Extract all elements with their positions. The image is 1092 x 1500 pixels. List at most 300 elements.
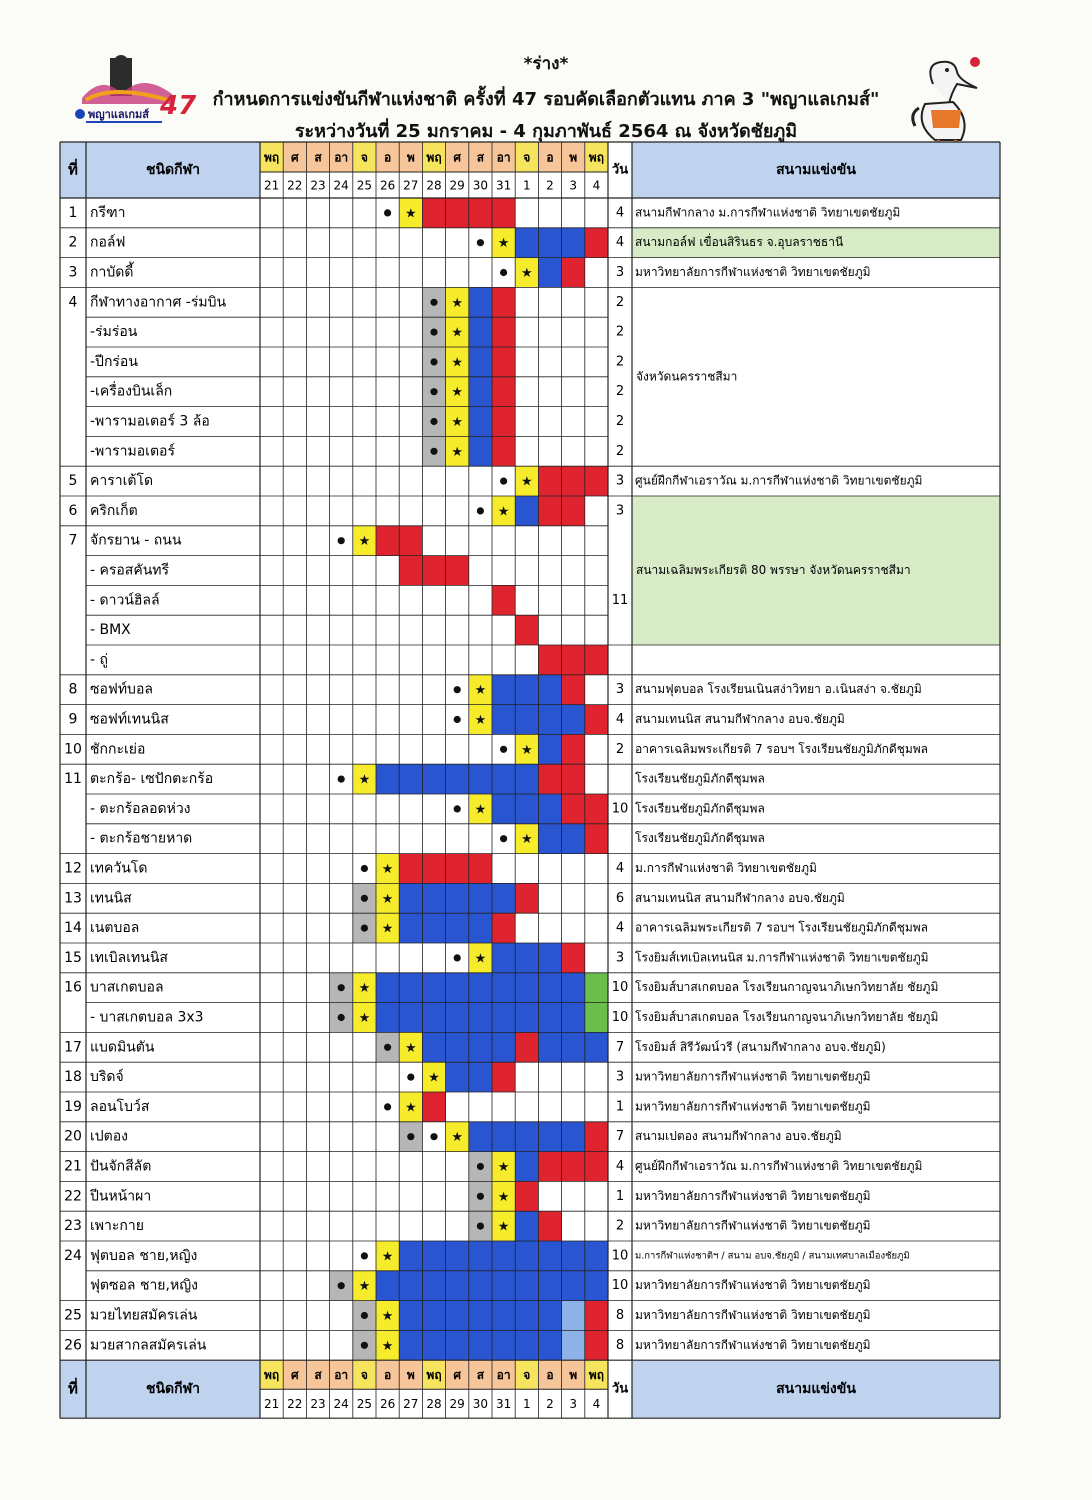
sport-name: มวยสากลสมัครเล่น	[90, 1337, 207, 1354]
schedule-cell-final	[399, 854, 422, 884]
row-number: 18	[64, 1069, 82, 1086]
footer-weekday: ส	[476, 1368, 485, 1383]
schedule-cell-competition	[376, 764, 399, 794]
venue-text: โรงยิมส์บาสเกตบอล โรงเรียนกาญจนาภิเษกวิทยาลัย ชัยภูมิ	[635, 1010, 939, 1024]
schedule-dot-icon	[454, 716, 461, 723]
day-count: 1	[615, 1188, 625, 1204]
schedule-dot-icon	[361, 865, 368, 872]
schedule-cell-competition	[376, 973, 399, 1003]
sport-name: -ปีกร่อน	[90, 353, 138, 370]
schedule-cell-final	[562, 466, 585, 496]
schedule-cell-competition	[562, 1003, 585, 1033]
schedule-cell-final	[585, 1122, 608, 1152]
schedule-cell-final	[585, 794, 608, 824]
header-date: 24	[333, 178, 349, 193]
sport-name: เปตอง	[90, 1128, 129, 1145]
footer-weekday: พฤ	[264, 1368, 280, 1383]
schedule-cell-competition	[515, 1211, 538, 1241]
day-count: 4	[615, 712, 625, 727]
schedule-cell-competition	[422, 764, 445, 794]
schedule-cell-competition	[469, 1271, 492, 1301]
schedule-dot-icon	[477, 1193, 484, 1200]
schedule-cell-competition	[538, 1330, 561, 1360]
sport-name: แบดมินตัน	[90, 1039, 155, 1056]
venue-text: มหาวิทยาลัยการกีฬาแห่งชาติ วิทยาเขตชัยภูมิ	[635, 1337, 871, 1352]
schedule-cell-competition	[585, 1032, 608, 1062]
schedule-cell-competition	[515, 973, 538, 1003]
day-count: 1	[615, 1099, 625, 1115]
schedule-cell-competition	[515, 1152, 538, 1182]
schedule-cell-competition	[492, 943, 515, 973]
schedule-cell-final	[492, 317, 515, 347]
schedule-cell-competition	[469, 1003, 492, 1033]
footer-weekday: อา	[334, 1368, 349, 1383]
venue-text: ม.การกีฬาแห่งชาติ วิทยาเขตชัยภูมิ	[635, 861, 817, 875]
schedule-cell-competition	[492, 1032, 515, 1062]
header-weekday: อ	[383, 150, 392, 165]
day-count: 3	[615, 682, 625, 698]
header-weekday: ส	[476, 150, 485, 165]
header-date: 1	[522, 178, 531, 193]
schedule-cell-competition	[399, 1271, 422, 1301]
venue-text: สนามกีฬากลาง ม.การกีฬาแห่งชาติ วิทยาเขตชัยภูมิ	[635, 205, 901, 220]
header-weekday: พ	[406, 150, 415, 165]
schedule-cell-competition	[469, 377, 492, 407]
day-count: 2	[615, 324, 625, 340]
footer-weekday: อ	[383, 1368, 392, 1383]
schedule-cell-competition	[492, 973, 515, 1003]
schedule-dot-icon	[361, 925, 368, 932]
sport-name: จักรยาน - ถนน	[90, 532, 182, 549]
schedule-cell-final	[538, 466, 561, 496]
schedule-star-icon: ★	[381, 921, 394, 937]
schedule-star-icon: ★	[520, 266, 533, 281]
header-weekday: ศ	[290, 150, 299, 165]
day-count: 10	[611, 1248, 629, 1264]
schedule-star-icon: ★	[428, 1070, 440, 1086]
schedule-cell-competition	[446, 973, 469, 1003]
header-weekday: จ	[523, 150, 531, 165]
schedule-cell-competition	[585, 1271, 608, 1301]
header-date: 29	[449, 178, 465, 193]
row-number: 20	[64, 1128, 82, 1145]
schedule-cell-competition	[562, 1122, 585, 1152]
footer-weekday: ศ	[453, 1368, 462, 1383]
schedule-cell-final	[562, 258, 585, 288]
schedule-dot-icon	[430, 1133, 437, 1140]
schedule-cell-competition	[562, 973, 585, 1003]
schedule-cell-competition	[469, 317, 492, 347]
row-number: 22	[64, 1188, 82, 1205]
sport-name: กีฬาทางอากาศ -ร่มบิน	[90, 294, 227, 311]
schedule-cell-final	[562, 496, 585, 526]
schedule-star-icon: ★	[404, 1100, 417, 1116]
row-number: 13	[64, 890, 82, 907]
schedule-dot-icon	[477, 1163, 484, 1170]
footer-weekday: ส	[314, 1368, 322, 1383]
footer-date: 22	[287, 1397, 303, 1412]
schedule-dot-icon	[361, 1342, 368, 1349]
footer-col-days: วัน	[611, 1381, 629, 1397]
schedule-dot-icon	[338, 984, 345, 991]
schedule-star-icon: ★	[451, 444, 464, 460]
header-weekday: อา	[334, 150, 349, 165]
day-count: 4	[615, 920, 625, 936]
schedule-star-icon: ★	[358, 772, 371, 788]
schedule-cell-competition	[515, 764, 538, 794]
schedule-cell-competition	[399, 913, 422, 943]
sport-name: ซอฟท์บอล	[90, 681, 153, 698]
footer-col-venue: สนามแข่งขัน	[776, 1381, 856, 1398]
schedule-cell-competition	[562, 1301, 585, 1331]
schedule-cell-competition	[469, 1062, 492, 1092]
venue-text: มหาวิทยาลัยการกีฬาแห่งชาติ วิทยาเขตชัยภูมิ	[635, 1188, 871, 1203]
schedule-cell-competition	[469, 764, 492, 794]
header-weekday: พ	[569, 150, 578, 165]
schedule-cell-competition	[538, 1241, 561, 1271]
schedule-cell-final	[492, 1062, 515, 1092]
schedule-cell-final	[562, 794, 585, 824]
row-number: 1	[68, 204, 78, 221]
schedule-cell-competition	[399, 973, 422, 1003]
row-number: 16	[64, 979, 82, 996]
venue-text: สนามเปตอง สนามกีฬากลาง อบจ.ชัยภูมิ	[635, 1129, 842, 1144]
header-weekday: ศ	[453, 150, 462, 165]
schedule-cell-competition	[515, 705, 538, 735]
schedule-cell-final	[492, 585, 515, 615]
header-weekday: พฤ	[588, 150, 604, 165]
schedule-cell-final	[515, 1032, 538, 1062]
header-date: 25	[356, 178, 373, 193]
schedule-star-icon: ★	[474, 951, 487, 967]
schedule-cell-competition	[585, 1241, 608, 1271]
venue-text: อาคารเฉลิมพระเกียรติ 7 รอบฯ โรงเรียนชัยภูมิภักดีชุมพล	[635, 741, 929, 756]
schedule-cell-competition	[422, 913, 445, 943]
schedule-cell-final	[538, 1211, 561, 1241]
schedule-star-icon: ★	[451, 295, 464, 311]
footer-col-no: ที่	[68, 1379, 78, 1398]
sport-name: เพาะกาย	[90, 1218, 144, 1235]
schedule-cell-final	[376, 526, 399, 556]
row-number: 15	[64, 949, 82, 966]
schedule-cell-final	[585, 1330, 608, 1360]
schedule-dot-icon	[430, 388, 437, 395]
sport-name: คาราเต้โด	[90, 473, 154, 490]
schedule-cell-final	[585, 1152, 608, 1182]
schedule-cell-competition	[585, 1003, 608, 1033]
day-count: 2	[615, 294, 625, 310]
day-count: 2	[615, 414, 625, 429]
footer-date: 24	[333, 1397, 349, 1412]
schedule-cell-competition	[492, 675, 515, 705]
schedule-cell-competition	[515, 1241, 538, 1271]
schedule-cell-competition	[399, 764, 422, 794]
sport-name: ฟุตซอล ชาย,หญิง	[90, 1277, 198, 1294]
schedule-dot-icon	[407, 1074, 414, 1081]
footer-weekday: พฤ	[426, 1368, 442, 1383]
schedule-cell-competition	[492, 1003, 515, 1033]
schedule-dot-icon	[361, 1312, 368, 1319]
schedule-cell-competition	[422, 883, 445, 913]
schedule-cell-competition	[446, 1271, 469, 1301]
schedule-cell-competition	[538, 794, 561, 824]
day-count: 3	[615, 265, 625, 280]
schedule-cell-competition	[446, 1330, 469, 1360]
schedule-dot-icon	[384, 1103, 391, 1110]
schedule-cell-competition	[515, 228, 538, 258]
footer-date: 25	[356, 1397, 373, 1412]
schedule-cell-competition	[538, 734, 561, 764]
schedule-cell-competition	[469, 407, 492, 437]
schedule-star-icon: ★	[474, 683, 487, 699]
schedule-dot-icon	[430, 448, 437, 455]
sport-name: -เครื่องบินเล็ก	[90, 383, 173, 400]
sport-name: มวยไทยสมัครเล่น	[90, 1307, 198, 1324]
row-number: 26	[64, 1337, 82, 1354]
sport-name: - BMX	[90, 622, 131, 639]
schedule-star-icon: ★	[451, 415, 464, 430]
schedule-cell-competition	[492, 883, 515, 913]
footer-date: 21	[263, 1397, 280, 1412]
schedule-cell-competition	[562, 824, 585, 854]
header-date: 26	[379, 178, 396, 193]
header-date: 22	[287, 178, 303, 193]
venue-text: มหาวิทยาลัยการกีฬาแห่งชาติ วิทยาเขตชัยภูมิ	[635, 1308, 871, 1322]
day-count: 8	[615, 1308, 625, 1323]
schedule-star-icon: ★	[451, 325, 464, 341]
venue-cell	[632, 645, 1000, 675]
venue-text: มหาวิทยาลัยการกีฬาแห่งชาติ วิทยาเขตชัยภูมิ	[635, 1278, 871, 1293]
footer-date: 26	[379, 1397, 396, 1412]
schedule-cell-final	[515, 615, 538, 645]
merged-venue-text: จังหวัดนครราชสีมา	[636, 369, 738, 384]
venue-text: มหาวิทยาลัยการกีฬาแห่งชาติ วิทยาเขตชัยภูมิ	[635, 1099, 871, 1114]
schedule-cell-competition	[538, 1271, 561, 1301]
schedule-cell-competition	[446, 1003, 469, 1033]
schedule-cell-final	[446, 198, 469, 228]
schedule-cell-competition	[376, 1003, 399, 1033]
schedule-cell-competition	[469, 1330, 492, 1360]
schedule-cell-final	[492, 913, 515, 943]
schedule-dot-icon	[407, 1133, 414, 1140]
header-date: 30	[472, 178, 489, 193]
day-count: 10	[611, 1010, 629, 1025]
schedule-dot-icon	[454, 954, 461, 961]
row-number: 12	[64, 860, 82, 877]
schedule-cell-competition	[515, 1330, 538, 1360]
sport-name: - ตะกร้อชายหาด	[90, 830, 193, 847]
schedule-cell-final	[422, 198, 445, 228]
header-weekday: พฤ	[426, 150, 442, 165]
header-col-sport: ชนิดกีฬา	[145, 162, 201, 178]
draft-label: *ร่าง*	[523, 54, 569, 74]
schedule-cell-competition	[492, 1330, 515, 1360]
schedule-dot-icon	[454, 805, 461, 812]
venue-text: ศูนย์ฝึกกีฬาเอราวัณ ม.การกีฬาแห่งชาติ วิทยาเขตชัยภูมิ	[635, 473, 923, 488]
schedule-cell-competition	[515, 675, 538, 705]
day-count: 8	[615, 1337, 625, 1353]
sport-name: ลอนโบว์ส	[90, 1098, 150, 1115]
header-weekday: อ	[546, 150, 554, 165]
venue-text: โรงยิมส์บาสเกตบอล โรงเรียนกาญจนาภิเษกวิทยาลัย ชัยภูมิ	[635, 980, 939, 995]
schedule-cell-competition	[399, 1003, 422, 1033]
schedule-cell-final	[422, 1092, 445, 1122]
schedule-dot-icon	[430, 329, 437, 336]
schedule-dot-icon	[384, 209, 391, 216]
sport-name: บริดจ์	[90, 1069, 124, 1086]
row-number: 7	[68, 532, 78, 549]
schedule-cell-competition	[538, 824, 561, 854]
schedule-cell-competition	[422, 1241, 445, 1271]
schedule-cell-competition	[446, 764, 469, 794]
schedule-cell-competition	[422, 1271, 445, 1301]
schedule-cell-competition	[469, 1301, 492, 1331]
row-number: 2	[68, 234, 78, 251]
venue-text: โรงยิมส์ สิรีวัฒน์วรี (สนามกีฬากลาง อบจ.ชัยภูมิ)	[635, 1039, 886, 1054]
row-number: 4	[68, 294, 78, 311]
day-count: 11	[611, 592, 629, 608]
schedule-cell-competition	[492, 794, 515, 824]
schedule-star-icon: ★	[497, 1160, 510, 1175]
sport-name: เทนนิส	[90, 890, 132, 907]
schedule-cell-competition	[562, 705, 585, 735]
schedule-cell-competition	[446, 913, 469, 943]
schedule-cell-competition	[422, 1003, 445, 1033]
schedule-cell-final	[562, 675, 585, 705]
footer-weekday: ศ	[290, 1368, 299, 1383]
schedule-star-icon: ★	[381, 891, 394, 907]
day-count: 2	[615, 443, 625, 459]
sport-name: ชักกะเย่อ	[90, 741, 146, 758]
schedule-cell-competition	[469, 913, 492, 943]
schedule-cell-competition	[562, 1271, 585, 1301]
schedule-cell-final	[515, 1181, 538, 1211]
schedule-cell-competition	[469, 1032, 492, 1062]
schedule-dot-icon	[500, 835, 507, 842]
schedule-cell-competition	[562, 1032, 585, 1062]
schedule-star-icon: ★	[474, 713, 487, 728]
schedule-cell-final	[446, 854, 469, 884]
venue-text: โรงยิมส์เทเบิลเทนนิส ม.การกีฬาแห่งชาติ วิทยาเขตชัยภูมิ	[635, 950, 929, 965]
schedule-cell-competition	[399, 883, 422, 913]
schedule-cell-competition	[492, 1241, 515, 1271]
day-count: 3	[615, 950, 625, 966]
sport-name: บาสเกตบอล	[90, 979, 164, 996]
footer-weekday: พ	[569, 1368, 578, 1383]
header-date: 31	[495, 178, 512, 193]
schedule-cell-competition	[515, 1271, 538, 1301]
row-number: 9	[68, 711, 78, 728]
schedule-cell-competition	[446, 1241, 469, 1271]
row-number: 19	[64, 1098, 82, 1115]
footer-date: 30	[472, 1397, 489, 1412]
row-number: 11	[64, 771, 82, 788]
schedule-cell-competition	[422, 1032, 445, 1062]
schedule-cell-competition	[585, 973, 608, 1003]
footer-date: 28	[426, 1397, 442, 1412]
schedule-cell-competition	[538, 1032, 561, 1062]
footer-weekday: จ	[360, 1368, 368, 1383]
day-count: 3	[615, 1069, 625, 1085]
schedule-cell-final	[469, 854, 492, 884]
svg-text:47: 47	[160, 91, 197, 121]
schedule-star-icon: ★	[381, 1338, 394, 1354]
sport-name: ปีนหน้าผา	[90, 1188, 152, 1205]
schedule-cell-competition	[469, 973, 492, 1003]
day-count: 7	[615, 1129, 625, 1145]
schedule-cell-competition	[538, 1122, 561, 1152]
footer-weekday: อ	[546, 1368, 554, 1383]
footer-date: 2	[546, 1397, 554, 1412]
schedule-cell-competition	[515, 943, 538, 973]
row-number: 24	[64, 1247, 82, 1264]
sport-name: - ดาวน์ฮิลล์	[90, 592, 160, 609]
schedule-star-icon: ★	[497, 236, 510, 252]
footer-weekday: พ	[406, 1368, 415, 1383]
day-count: 7	[615, 1039, 625, 1055]
schedule-star-icon: ★	[451, 355, 464, 371]
schedule-cell-final	[469, 198, 492, 228]
schedule-star-icon: ★	[497, 504, 510, 520]
schedule-cell-competition	[562, 1241, 585, 1271]
header-col-venue: สนามแข่งขัน	[776, 162, 856, 178]
day-count: 10	[611, 1278, 629, 1294]
venue-text: สนามเทนนิส สนามกีฬากลาง อบจ.ชัยภูมิ	[635, 890, 845, 905]
schedule-cell-competition	[469, 883, 492, 913]
schedule-cell-competition	[469, 287, 492, 317]
venue-text: มหาวิทยาลัยการกีฬาแห่งชาติ วิทยาเขตชัยภูมิ	[635, 265, 871, 279]
venue-text: โรงเรียนชัยภูมิภักดีชุมพล	[635, 771, 765, 786]
schedule-cell-competition	[469, 436, 492, 466]
row-number: 10	[64, 741, 82, 758]
header-date: 2	[546, 178, 554, 193]
header-col-no: ที่	[68, 160, 78, 179]
venue-text: โรงเรียนชัยภูมิภักดีชุมพล	[635, 801, 765, 816]
page-title: กำหนดการแข่งขันกีฬาแห่งชาติ ครั้งที่ 47 รอบคัดเลือกตัวแทน ภาค 3 "พญาแลเกมส์"	[212, 89, 880, 110]
day-count: 3	[615, 503, 625, 519]
schedule-cell-competition	[492, 1301, 515, 1331]
schedule-cell-final	[446, 556, 469, 586]
schedule-star-icon: ★	[358, 1279, 371, 1295]
footer-date: 3	[569, 1397, 578, 1412]
schedule-cell-competition	[492, 764, 515, 794]
row-number: 14	[64, 920, 82, 937]
schedule-cell-competition	[422, 973, 445, 1003]
sport-name: ปันจักสีลัต	[90, 1158, 152, 1175]
schedule-dot-icon	[500, 746, 507, 753]
row-number: 3	[68, 264, 78, 281]
schedule-dot-icon	[477, 1223, 484, 1230]
schedule-dot-icon	[430, 299, 437, 306]
schedule-cell-final	[562, 764, 585, 794]
schedule-cell-competition	[399, 1330, 422, 1360]
sport-name: - ครอสคันทรี	[90, 562, 170, 579]
schedule-cell-competition	[515, 1122, 538, 1152]
schedule-cell-competition	[399, 1241, 422, 1271]
row-number: 21	[64, 1158, 82, 1175]
schedule-cell-competition	[492, 1271, 515, 1301]
schedule-cell-final	[492, 407, 515, 437]
day-count: 4	[615, 1159, 625, 1174]
footer-date: 29	[449, 1397, 465, 1412]
day-count: 10	[611, 801, 629, 817]
schedule-cell-competition	[562, 228, 585, 258]
header-date: 4	[592, 178, 601, 193]
venue-text: ม.การกีฬาแห่งชาติฯ / สนาม อบจ.ชัยภูมิ / สนามเทศบาลเมืองชัยภูมิ	[635, 1250, 910, 1262]
day-count: 3	[615, 473, 625, 489]
schedule-cell-final	[492, 377, 515, 407]
schedule-star-icon: ★	[520, 742, 533, 758]
